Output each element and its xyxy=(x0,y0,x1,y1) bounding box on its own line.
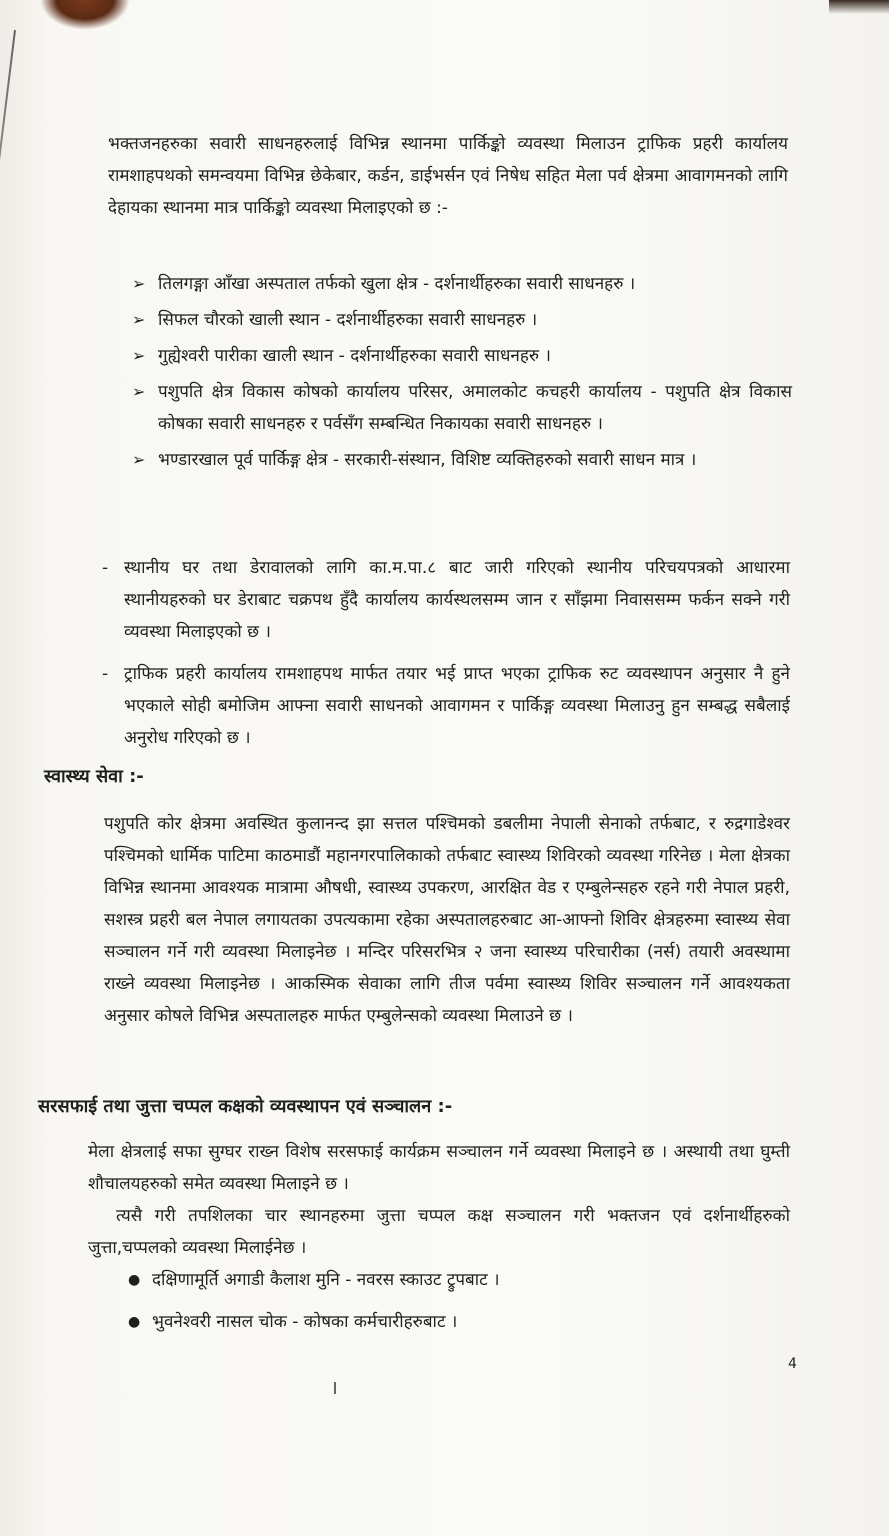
shoe-room-list xyxy=(126,1264,766,1348)
health-paragraph: पशुपति कोर क्षेत्रमा अवस्थित कुलानन्द झा सत्तल पश्चिमको डबलीमा नेपाली सेनाको तर्फबाट, र रुद्रगाडेश्वर पश्चिमको धार्मिक पाटिमा काठमाडौं महानगरपालिकाको तर्फबाट स्वास्थ्य शिविरको व्यवस्था गरिनेछ । मेला क्षेत्रका विभिन्न स्थानमा आवश्यक मात्रामा औषधी, स्वास्थ्य उपकरण, आरक्षित वेड र एम्बुलेन्सहरु रहने गरी नेपाल प्रहरी, सशस्त्र प्रहरी बल नेपाल लगायतका उपत्यकामा रहेका अस्पतालहरुबाट आ-आफ्नो शिविर क्षेत्रहरुमा स्वास्थ्य सेवा सञ्चालन गर्ने गरी व्यवस्था मिलाइनेछ । मन्दिर परिसरभित्र २ जना स्वास्थ्य परिचारीका (नर्स) तयारी अवस्थामा राख्ने व्यवस्था मिलाइनेछ । आकस्मिक सेवाका लागि तीज पर्वमा स्वास्थ्य शिविर सञ्चालन गर्ने आवश्यकता अनुसार कोषले विभिन्न अस्पतालहरु मार्फत एम्बुलेन्सको व्यवस्था मिलाउने छ । xyxy=(104,814,790,1026)
dot-bullet-icon: ● xyxy=(128,1272,141,1288)
list-item: - स्थानीय घर तथा डेरावालको लागि का.म.पा.८ बाट जारी गरिएको स्थानीय परिचयपत्रको आधारमा स्थानीयहरुको घर डेराबाट चक्रपथ हुँदै कार्यालय कार्यस्थलसम्म जान र साँझमा निवाससम्म फर्कन सक्ने गरी व्यवस्था मिलाइएको छ । xyxy=(100,552,790,648)
arrow-bullet-icon: ➢ xyxy=(132,274,146,293)
edge-shadow xyxy=(829,0,889,14)
dash-bullet-icon: - xyxy=(102,558,109,578)
list-item: - ट्राफिक प्रहरी कार्यालय रामशाहपथ मार्फत तयार भई प्राप्त भएका ट्राफिक रुट व्यवस्थापन अनुसार नै हुने भएकाले सोही बमोजिम आफ्ना सवारी साधनको आवागमन र पार्किङ्ग व्यवस्था मिलाउनु हुन सम्बद्ध सबैलाई अनुरोध गरिएको छ । xyxy=(100,658,790,754)
cleaning-heading: सरसफाई तथा जुत्ता चप्पल कक्षको व्यवस्थापन एवं सञ्चालन :- xyxy=(38,1096,453,1117)
arrow-bullet-icon: ➢ xyxy=(132,450,146,469)
margin-line xyxy=(0,30,16,427)
arrow-bullet-icon: ➢ xyxy=(132,382,146,401)
notice-list xyxy=(100,552,790,764)
list-item: ● दक्षिणामूर्ति अगाडी कैलाश मुनि - नवरस स्काउट ट्रुपबाट । xyxy=(126,1264,766,1296)
list-item: ➢ तिलगङ्गा आँखा अस्पताल तर्फको खुला क्षेत्र - दर्शनार्थीहरुका सवारी साधनहरु । xyxy=(132,268,792,300)
list-item: ● भुवनेश्वरी नासल चोक - कोषका कर्मचारीहरुबाट । xyxy=(126,1306,766,1338)
list-item: ➢ गुह्येश्वरी पारीका खाली स्थान - दर्शनार्थीहरुका सवारी साधनहरु । xyxy=(132,340,792,372)
intro-paragraph: भक्तजनहरुका सवारी साधनहरुलाई विभिन्न स्थानमा पार्किङ्को व्यवस्था मिलाउन ट्राफिक प्रहरी कार्यालय रामशाहपथको समन्वयमा विभिन्न छेकेबार, कर्डन, डाईभर्सन एवं निषेध सहित मेला पर्व क्षेत्रमा आवागमनको लागि देहायका स्थानमा मात्र पार्किङ्को व्यवस्था मिलाइएको छ :- xyxy=(108,134,788,218)
dash-bullet-icon: - xyxy=(102,664,109,684)
finger-shadow xyxy=(40,0,130,30)
list-item: ➢ पशुपति क्षेत्र विकास कोषको कार्यालय परिसर, अमालकोट कचहरी कार्यालय - पशुपति क्षेत्र विकास कोषका सवारी साधनहरु र पर्वसँग सम्बन्धित निकायका सवारी साधनहरु । xyxy=(132,376,792,440)
health-heading: स्वास्थ्य सेवा :- xyxy=(44,766,144,787)
cleaning-paragraph: मेला क्षेत्रलाई सफा सुग्घर राख्न विशेष सरसफाई कार्यक्रम सञ्चालन गर्ने व्यवस्था मिलाइने छ । अस्थायी तथा घुम्ती शौचालयहरुको समेत व्यवस्था मिलाइने छ । xyxy=(88,1142,790,1194)
dot-bullet-icon: ● xyxy=(128,1314,141,1330)
list-item: ➢ भण्डारखाल पूर्व पार्किङ्ग क्षेत्र - सरकारी-संस्थान, विशिष्ट व्यक्तिहरुको सवारी साधन मात्र । xyxy=(132,444,792,476)
stray-mark xyxy=(334,1382,336,1394)
arrow-bullet-icon: ➢ xyxy=(132,310,146,329)
shoe-room-paragraph: त्यसै गरी तपशिलका चार स्थानहरुमा जुत्ता चप्पल कक्ष सञ्चालन गरी भक्तजन एवं दर्शनार्थीहरुको जुत्ता,चप्पलको व्यवस्था मिलाईनेछ । xyxy=(88,1206,790,1258)
parking-list xyxy=(132,268,792,480)
page-number: 4 xyxy=(788,1356,797,1372)
arrow-bullet-icon: ➢ xyxy=(132,346,146,365)
list-item: ➢ सिफल चौरको खाली स्थान - दर्शनार्थीहरुका सवारी साधनहरु । xyxy=(132,304,792,336)
